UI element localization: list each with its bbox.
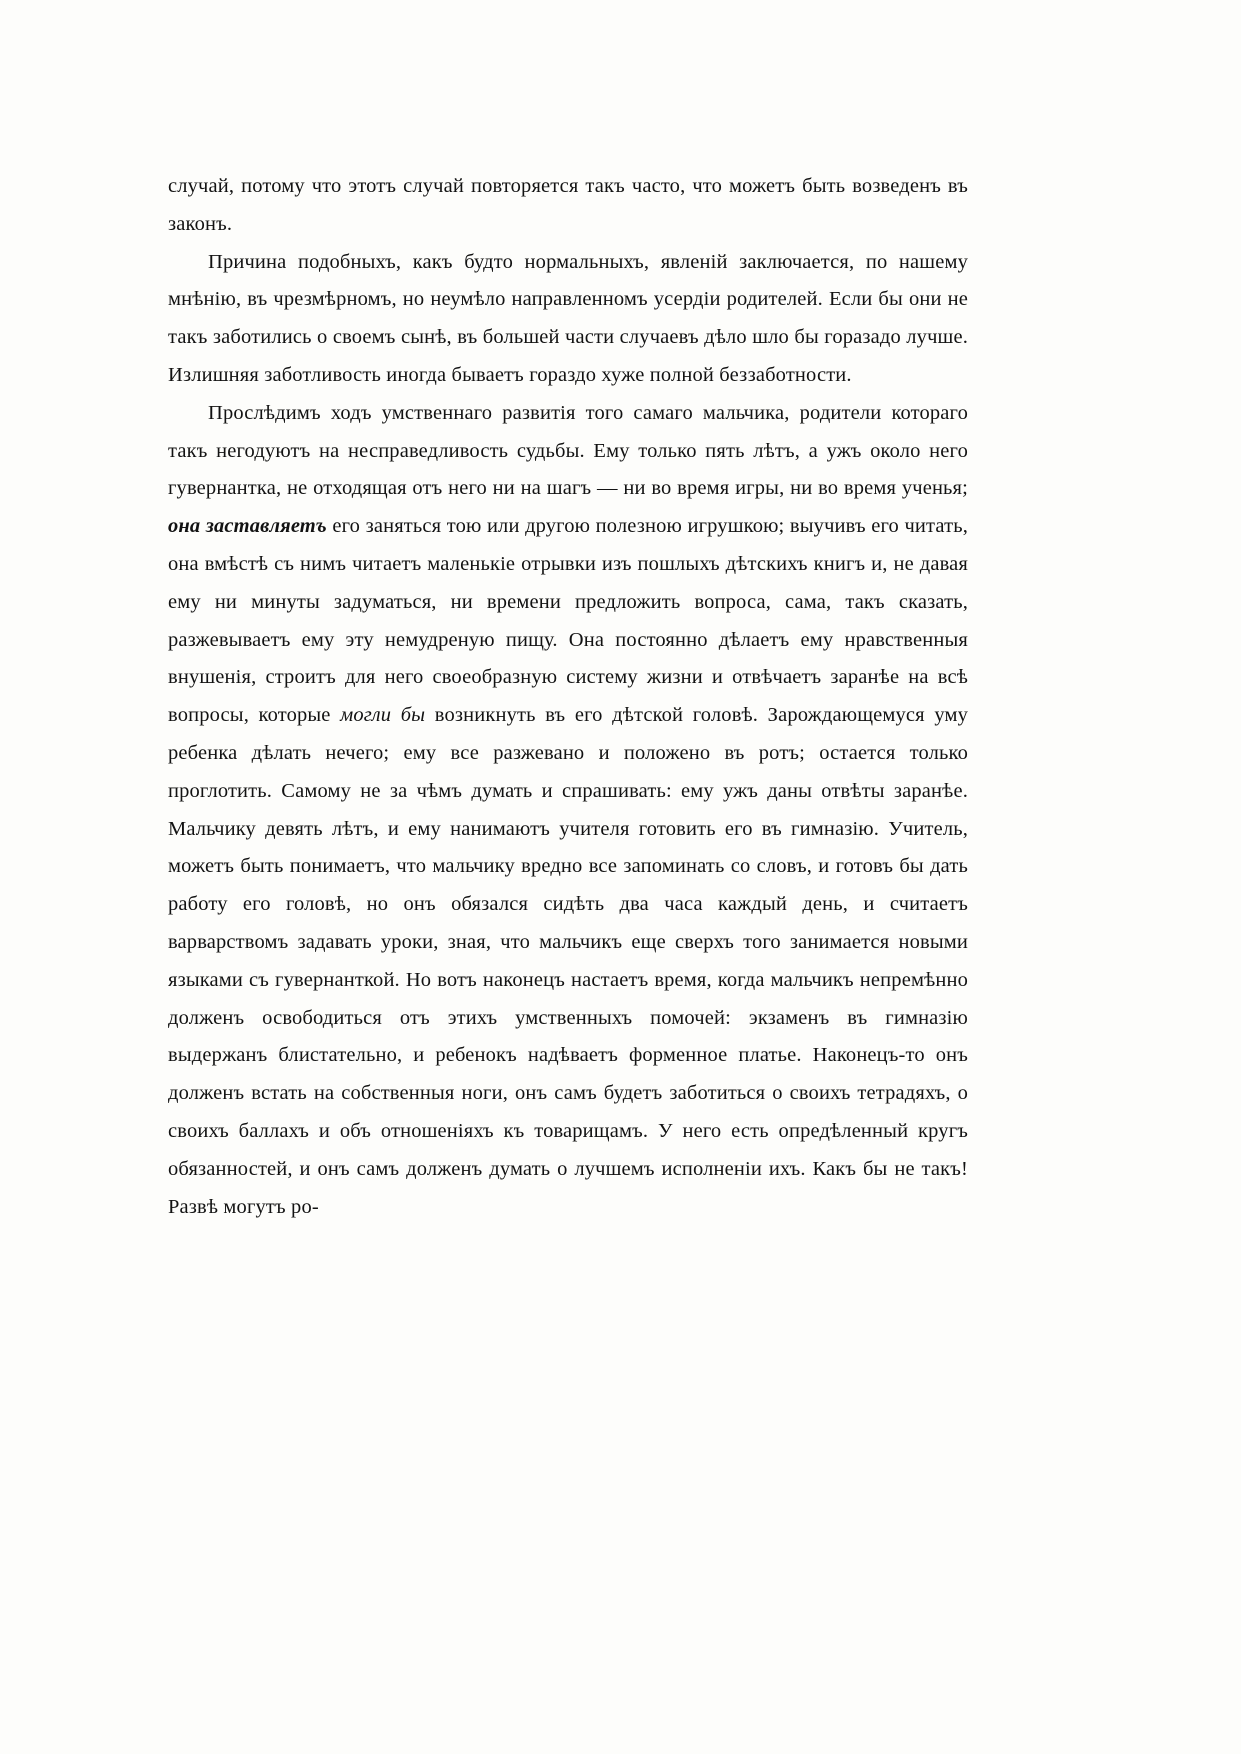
emphasized-text: она заставляетъ: [168, 515, 327, 538]
paragraph: Прослѣдимъ ходъ умственнаго развитія того самаго мальчика, родители котораго такъ негодуютъ на несправедливость судьбы. Ему только пять лѣтъ, а ужъ около него гувернантка, не отходящая отъ него ни на шагъ — ни во время игры, ни во время ученья; она заставляетъ его заняться тою или другою полезною игрушкою; выучивъ его читать, она вмѣстѣ съ нимъ читаетъ маленькіе отрывки изъ пошлыхъ дѣтскихъ книгъ и, не давая ему ни минуты задуматься, ни времени предложить вопроса, сама, такъ сказать, разжевываетъ ему эту немудреную пищу. Она постоянно дѣлаетъ ему нравственныя внушенія, строитъ для него своеобразную систему жизни и отвѣчаетъ заранѣе на всѣ вопросы, которые могли бы возникнуть въ его дѣтской головѣ. Зарождающемуся уму ребенка дѣлать нечего; ему все разжевано и положено въ ротъ; остается только проглотить. Самому не за чѣмъ думать и спрашивать: ему ужъ даны отвѣты заранѣе. Мальчику девять лѣтъ, и ему нанимаютъ учителя готовить его въ гимназію. Учитель, можетъ быть понимаетъ, что мальчику вредно все запоминать со словъ, и готовъ бы дать работу его головѣ, но онъ обязался сидѣть два часа каждый день, и считаетъ варварствомъ задавать уроки, зная, что мальчикъ еще сверхъ того занимается новыми языками съ гувернанткой. Но вотъ наконецъ настаетъ время, когда мальчикъ непремѣнно долженъ освободиться отъ этихъ умственныхъ помочей: экзаменъ въ гимназію выдержанъ блистательно, и ребенокъ надѣваетъ форменное платье. Наконецъ-то онъ долженъ встать на собственныя ноги, онъ самъ будетъ заботиться о своихъ тетрадяхъ, о своихъ баллахъ и объ отношеніяхъ къ товарищамъ. У него есть опредѣленный кругъ обязанностей, и онъ самъ долженъ думать о лучшемъ исполненіи ихъ. Какъ бы не такъ! Развѣ могутъ ро-: [168, 401, 968, 1218]
page-body-text: [168, 168, 968, 1226]
emphasized-text: могли бы: [340, 704, 426, 727]
paragraph: Причина подобныхъ, какъ будто нормальныхъ, явленій заключается, по нашему мнѣнію, въ чрезмѣрномъ, но неумѣло направленномъ усердіи родителей. Если бы они не такъ заботились о своемъ сынѣ, въ большей части случаевъ дѣло шло бы горазадо лучше. Излишняя заботливость иногда бываетъ гораздо хуже полной беззаботности.: [168, 250, 968, 386]
paragraph: случай, потому что этотъ случай повторяется такъ часто, что можетъ быть возведенъ въ законъ.: [168, 175, 968, 235]
